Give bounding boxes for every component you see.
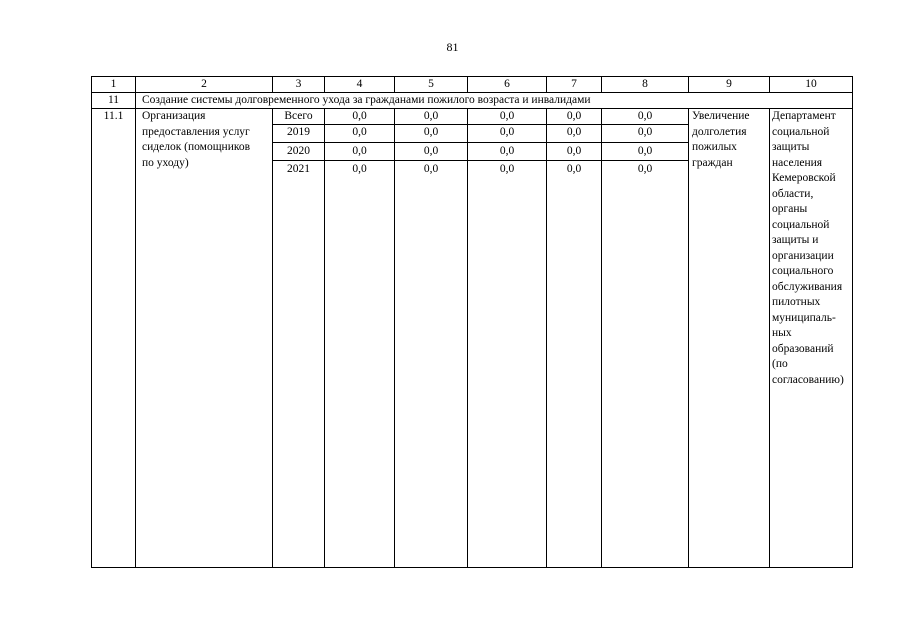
item-name-line: по уходу): [142, 156, 189, 169]
header-col-1: 1: [110, 78, 117, 90]
executor-line: области,: [772, 187, 814, 200]
section-title: Создание системы долговременного ухода за гражданами пожилого возраста и инвалидами: [142, 94, 591, 106]
program-table: [91, 76, 853, 568]
row-border-2019: [272, 142, 688, 143]
executor-line: (по: [772, 358, 788, 370]
header-col-9: 9: [726, 78, 732, 90]
indicator-line: Увеличение: [692, 110, 750, 122]
item-executor: [772, 109, 844, 388]
executor-line: согласованию): [772, 373, 844, 386]
item-name-line: Организация: [142, 110, 206, 122]
item-name-line: предоставления услуг: [142, 125, 250, 138]
value-vsego-col4: 0,0: [352, 110, 367, 122]
executor-line: Департамент: [772, 110, 836, 122]
executor-line: образований: [772, 342, 834, 355]
value-2021-col6: 0,0: [499, 163, 515, 175]
header-col-4: 4: [356, 78, 363, 90]
period-2021: 2021: [287, 163, 310, 175]
indicator-line: граждан: [692, 156, 733, 169]
value-2019-col8: 0,0: [637, 126, 653, 138]
executor-line: защиты и: [772, 234, 819, 246]
item-name: [142, 109, 250, 171]
header-col-5: 5: [428, 78, 434, 90]
executor-line: социальной: [772, 218, 830, 231]
value-2019-col6: 0,0: [499, 126, 515, 138]
value-2020-col4: 0,0: [352, 145, 367, 157]
value-2020-col7: 0,0: [566, 145, 582, 157]
item-indicator: [692, 109, 750, 171]
value-vsego-col7: 0,0: [566, 110, 582, 122]
value-2020-col8: 0,0: [637, 145, 653, 157]
executor-line: организации: [772, 249, 834, 262]
value-vsego-col8: 0,0: [637, 110, 653, 122]
col-divider-1-section: [135, 92, 136, 108]
value-2019-col5: 0,0: [423, 126, 439, 138]
value-2021-col8: 0,0: [637, 163, 653, 175]
executor-line: органы: [772, 203, 808, 215]
header-col-10: 10: [805, 78, 817, 90]
period-2019: 2019: [287, 126, 310, 138]
col-divider-8-body: [688, 108, 689, 568]
header-col-2: 2: [201, 78, 207, 90]
col-divider-1-body: [135, 108, 136, 568]
value-2019-col4: 0,0: [352, 126, 367, 138]
indicator-line: долголетия: [692, 125, 747, 138]
period-2020: 2020: [287, 145, 310, 157]
header-col-8: 8: [642, 78, 648, 90]
value-2021-col7: 0,0: [566, 163, 582, 175]
item-number: 11.1: [103, 110, 124, 122]
value-vsego-col5: 0,0: [423, 110, 439, 122]
col-divider-9-body: [769, 108, 770, 568]
value-2019-col7: 0,0: [566, 126, 582, 138]
executor-line: социальной: [772, 125, 830, 138]
value-2020-col5: 0,0: [423, 145, 439, 157]
value-2020-col6: 0,0: [499, 145, 515, 157]
page-number: 81: [446, 40, 459, 54]
executor-line: социального: [772, 265, 834, 277]
header-col-3: 3: [295, 78, 302, 90]
executor-line: населения: [772, 156, 823, 169]
section-number: 11: [107, 94, 120, 106]
executor-line: защиты: [772, 141, 810, 153]
header-col-7: 7: [571, 78, 577, 90]
header-col-6: 6: [504, 78, 510, 90]
value-vsego-col6: 0,0: [499, 110, 515, 122]
executor-line: ных: [772, 327, 792, 339]
executor-line: муниципаль-: [772, 311, 836, 324]
value-2021-col4: 0,0: [352, 163, 367, 175]
executor-line: обслуживания: [772, 280, 843, 293]
executor-line: пилотных: [772, 296, 821, 308]
value-2021-col5: 0,0: [423, 163, 439, 175]
item-name-line: сиделок (помощников: [142, 141, 251, 153]
row-border-2020: [272, 160, 688, 161]
period-vsego: Всего: [284, 110, 313, 122]
indicator-line: пожилых: [692, 141, 737, 153]
executor-line: Кемеровской: [772, 172, 836, 184]
